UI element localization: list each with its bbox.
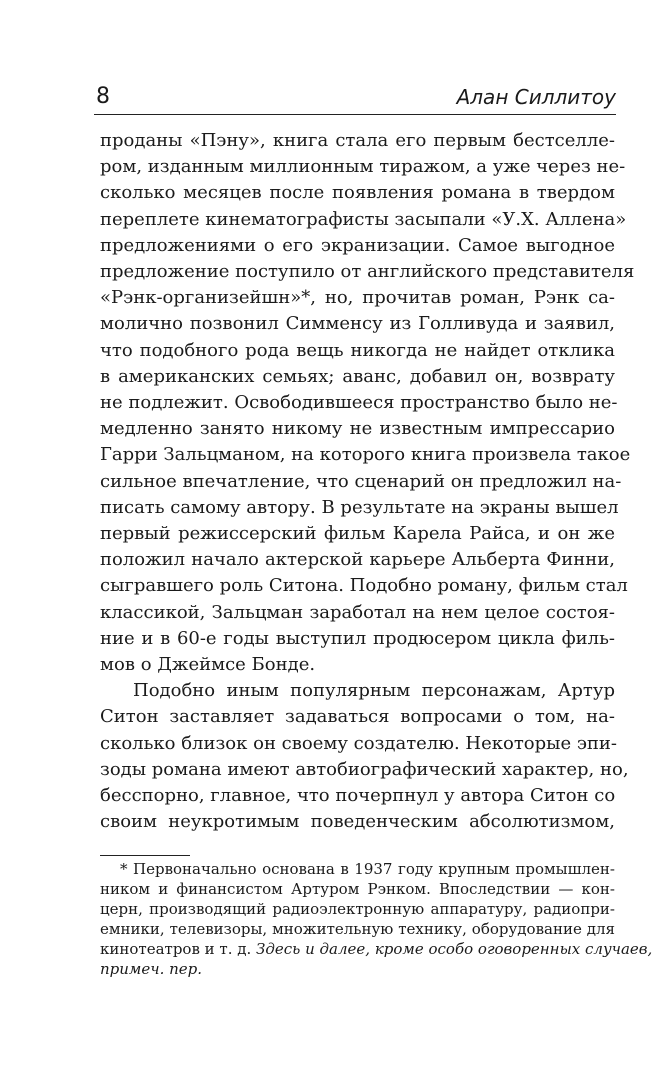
running-title: Алан Силлитоу [456, 85, 616, 109]
text-line: переплете кинематографисты засыпали «У.Х. Аллена» [100, 208, 627, 230]
text-line: сильное впечатление, что сценарий он предложил на- [100, 470, 622, 492]
page-number: 8 [96, 84, 110, 109]
footnote-text: кинотеатров и т. д. [100, 940, 257, 958]
footnote-line: * Первоначально основана в 1937 году крупным промышлен- [120, 860, 615, 878]
text-line: ние и в 60-е годы выступил продюсером цикла филь- [100, 627, 615, 649]
footnote [100, 859, 653, 979]
text-line: молично позвонил Симменсу из Голливуда и заявил, [100, 313, 615, 335]
text-line: сыгравшего роль Ситона. Подобно роману, фильм стал [100, 575, 628, 597]
paragraph-end-line: мов о Джеймсе Бонде. [100, 654, 316, 676]
footnote-line: церн, производящий радиоэлектронную аппаратуру, радиопри- [100, 900, 615, 918]
text-line: предложениями о его экранизации. Самое выгодное [100, 234, 615, 256]
text-line: зоды романа имеют автобиографический характер, но, [100, 758, 629, 780]
text-line: своим неукротимым поведенческим абсолютизмом, [100, 811, 615, 833]
text-line: медленно занято никому не известным импрессарио [100, 418, 615, 440]
text-line: предложение поступило от английского представителя [100, 261, 635, 283]
footnote-italic-line: примеч. пер. [100, 960, 203, 978]
footnote-divider [100, 855, 190, 856]
text-line: ром, изданным миллионным тиражом, а уже через не- [100, 156, 626, 178]
text-line: проданы «Пэну», книга стала его первым бестселле- [100, 130, 615, 151]
footnote-line: ником и финансистом Артуром Рэнком. Впоследствии — кон- [100, 880, 615, 898]
text-line: не подлежит. Освободившееся пространство было не- [100, 392, 618, 414]
text-line: сколько месяцев после появления романа в твердом [100, 182, 615, 204]
text-line: писать самому автору. В результате на экраны вышел [100, 496, 619, 518]
text-line: классикой, Зальцман заработал на нем целое состоя- [100, 601, 615, 623]
text-line: положил начало актерской карьере Альберта Финни, [100, 549, 615, 571]
text-line: бесспорно, главное, что почерпнул у автора Ситон со [100, 785, 616, 807]
footnote-italic-text: Здесь и далее, кроме особо оговоренных случаев, [256, 940, 653, 958]
text-line: в американских семьях; аванс, добавил он, возврату [100, 365, 615, 387]
footnote-line: емники, телевизоры, множительную технику, оборудование для [100, 920, 615, 938]
body-text [100, 128, 635, 835]
text-line: Ситон заставляет задаваться вопросами о том, на- [100, 706, 615, 728]
text-line: «Рэнк-организейшн»*, но, прочитав роман, Рэнк са- [100, 287, 615, 309]
text-line: что подобного рода вещь никогда не найдет отклика [100, 339, 615, 361]
footnote-line [100, 939, 653, 959]
text-line: Гарри Зальцманом, на которого книга произвела такое [100, 444, 631, 466]
page-header [94, 80, 616, 115]
text-line: первый режиссерский фильм Карела Райса, и он же [100, 523, 615, 545]
paragraph-start-line: Подобно иным популярным персонажам, Артур [133, 680, 615, 702]
text-line: сколько близок он своему создателю. Некоторые эпи- [100, 732, 617, 754]
